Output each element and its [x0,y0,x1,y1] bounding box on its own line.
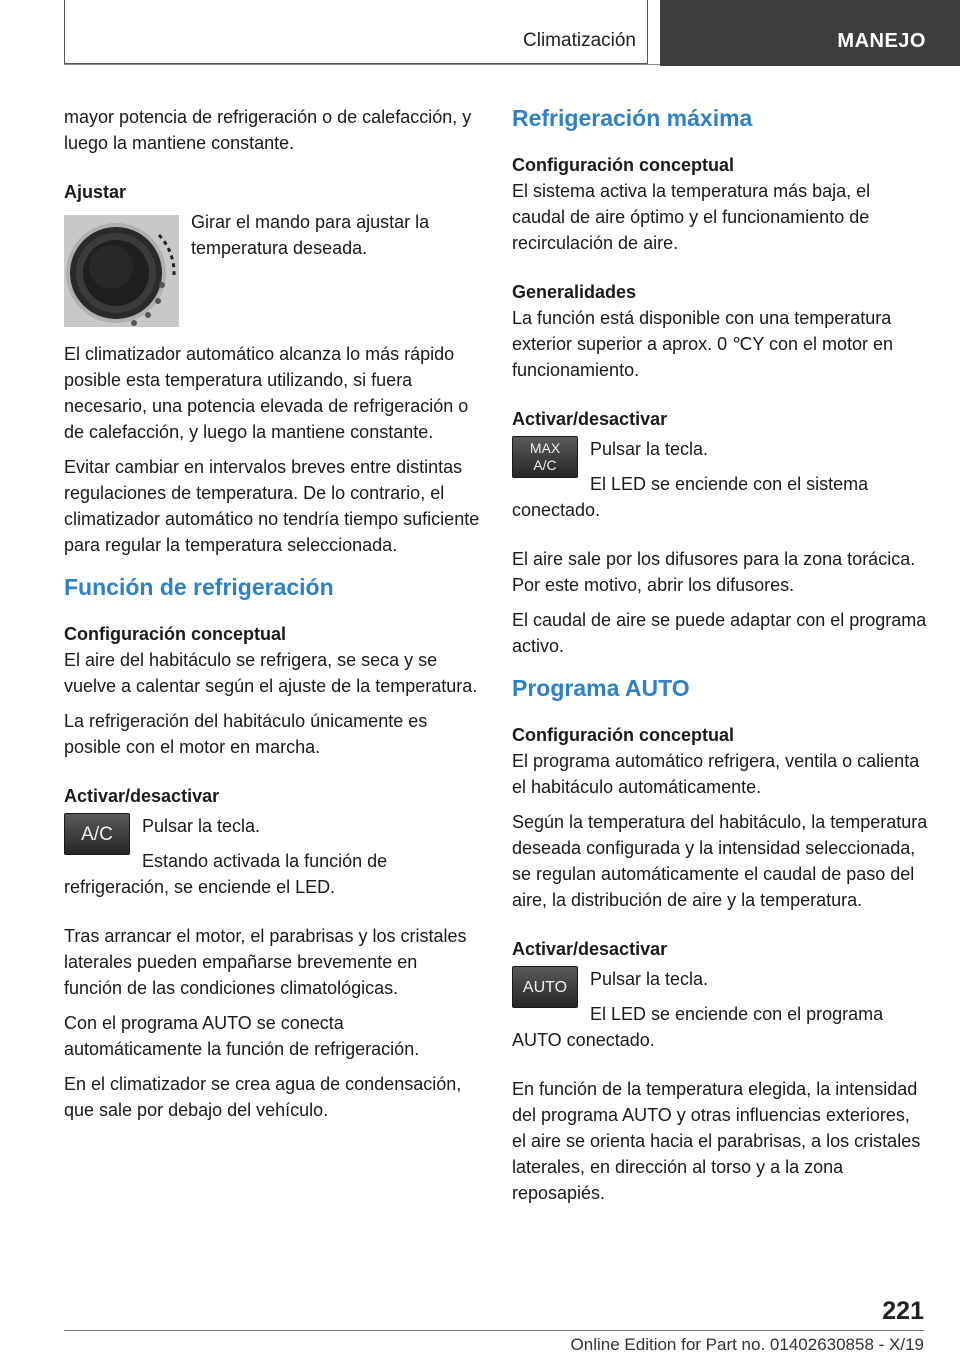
subheading-activar: Activar/desactivar [64,786,220,806]
paragraph: Con el programa AUTO se conecta automáticamente la función de refrigeración. [64,1013,420,1059]
activar-text: Pulsar la tecla. [590,439,709,459]
paragraph: Según la temperatura del habitáculo, la temperatura deseada configurada y la intensidad seleccionada, se regulan automáticamente el caudal de paso del aire, la distribución de aire y la temperatura. [512,812,928,910]
subheading-generalidades: Generalidades [512,282,637,302]
paragraph: En el climatizador se crea agua de condensación, que sale por debajo del vehículo. [64,1074,462,1120]
auto-button-label: AUTO [512,966,578,1008]
activar-text: El LED se enciende con el sistema conectado. [512,474,869,520]
left-column [64,104,480,1132]
paragraph: Tras arrancar el motor, el parabrisas y los cristales laterales pueden empañarse brevemente en función de las condiciones climatológicas. [64,926,467,998]
ajustar-text: Girar el mando para ajustar la temperatura deseada. [191,212,430,258]
auto-button-image [512,966,578,1008]
right-column [512,104,928,1215]
section-heading-auto: Programa AUTO [512,675,690,701]
paragraph: El climatizador automático alcanza lo más rápido posible esta temperatura utilizando, si fuera necesario, una potencia elevada de refrigeración o de calefacción, y luego la mantiene constante. [64,344,469,442]
activar-text: El LED se enciende con el programa AUTO conectado. [512,1004,884,1050]
paragraph: La función está disponible con una temperatura exterior superior a aprox. 0 ℃Y con el motor en funcionamiento. [512,308,894,380]
subheading-concepto: Configuración conceptual [512,155,735,175]
chapter-tab: MANEJO [660,0,960,66]
paragraph: mayor potencia de refrigeración o de calefacción, y luego la mantiene constante. [64,107,472,153]
activar-text: Estando activada la función de refrigeración, se enciende el LED. [64,851,388,897]
subheading-concepto: Configuración conceptual [64,624,287,644]
activar-text: Pulsar la tecla. [590,969,709,989]
section-heading-refrigeracion: Función de refrigeración [64,574,334,600]
paragraph: El aire del habitáculo se refrigera, se seca y se vuelve a calentar según el ajuste de la temperatura. [64,650,478,696]
subheading-activar: Activar/desactivar [512,939,668,959]
paragraph: El aire sale por los difusores para la zona torácica. Por este motivo, abrir los difusores. [512,549,916,595]
ac-button-image [64,813,130,855]
paragraph: El sistema activa la temperatura más baja, el caudal de aire óptimo y el funcionamiento de recirculación de aire. [512,181,871,253]
paragraph: La refrigeración del habitáculo únicamente es posible con el motor en marcha. [64,711,428,757]
max-ac-button-image [512,436,578,478]
subheading-activar: Activar/desactivar [512,409,668,429]
paragraph: Evitar cambiar en intervalos breves entre distintas regulaciones de temperatura. De lo contrario, el climatizador automático no tendría tiempo suficiente para regular la temperatura seleccionada. [64,457,480,555]
section-title: Climatización [523,30,636,51]
edition-footer: Online Edition for Part no. 01402630858 - X/19 [570,1335,924,1354]
page-number: 221 [882,1297,924,1325]
max-button-label: A/C [533,457,557,473]
max-button-label: MAX [529,440,561,456]
subheading-ajustar: Ajustar [64,182,127,202]
temperature-knob-image [64,209,179,327]
paragraph: El caudal de aire se puede adaptar con el programa activo. [512,610,927,656]
subheading-concepto: Configuración conceptual [512,725,735,745]
section-heading-max: Refrigeración máxima [512,105,753,131]
ac-button-label: A/C [64,813,130,855]
activar-text: Pulsar la tecla. [142,816,261,836]
footer-rule [64,1330,924,1331]
paragraph: El programa automático refrigera, ventila o calienta el habitáculo automáticamente. [512,751,920,797]
paragraph: En función de la temperatura elegida, la intensidad del programa AUTO y otras influencias exteriores, el aire se orienta hacia el parabrisas, a los cristales laterales, en dirección al torso y a la zona reposapiés. [512,1079,921,1203]
